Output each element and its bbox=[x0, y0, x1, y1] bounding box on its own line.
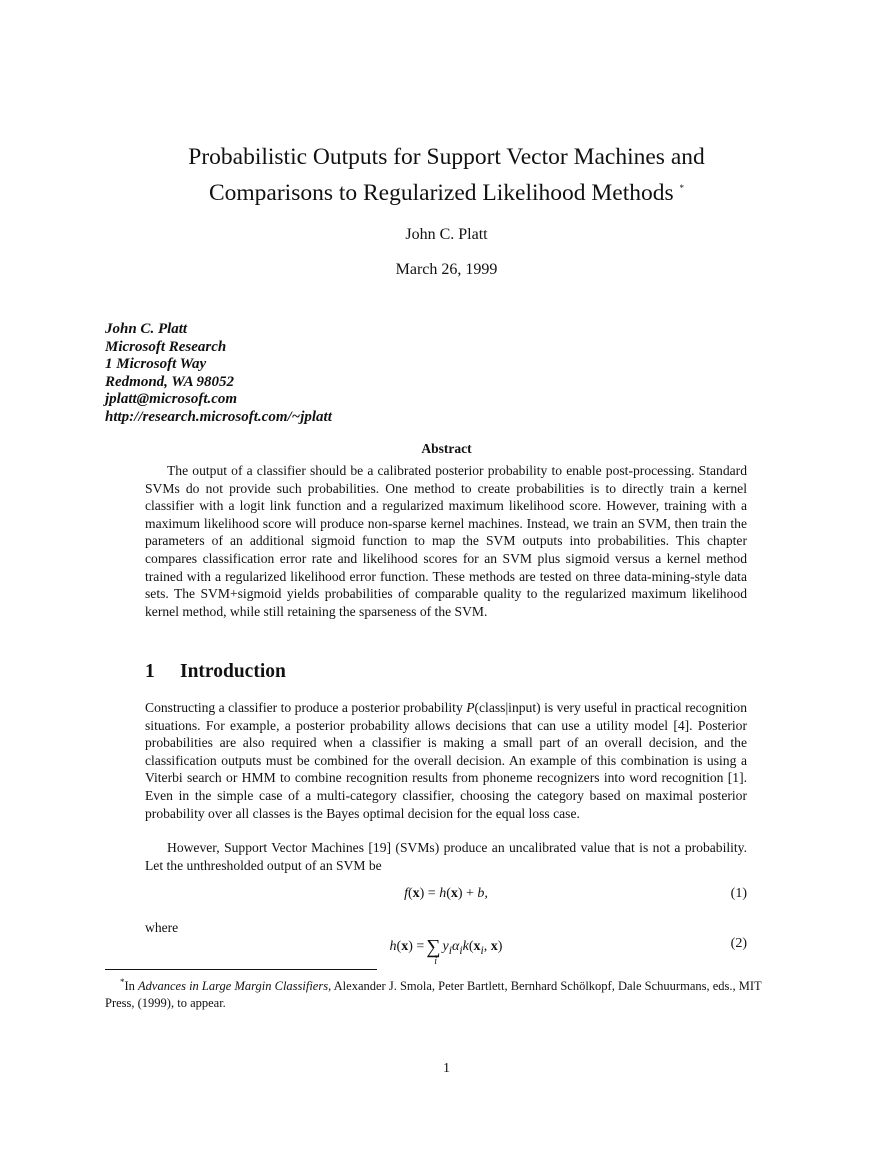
equation-1-body: f(x) = h(x) + b, bbox=[404, 886, 488, 901]
footnote-rule bbox=[105, 969, 377, 970]
section-title: Introduction bbox=[180, 661, 286, 682]
equation-1-number: (1) bbox=[730, 886, 747, 901]
intro-p1-rest: is very useful in practical recognition situations. For example, a posterior probability allows decisions that can use a utility model [4]. Posterior probabilities are also required when a classifier is making a small part of an overall decision, and the classification outputs must be combined for the overall decision. An example of this combination is using a Viterbi search or HMM to combine recognition results from phoneme recognizers into word recognition [1]. Even in the simple case of a multi-category classifier, choosing the category based on maximal posterior probability over all classes is the Bayes optimal decision for the equal loss case. bbox=[145, 700, 747, 821]
address-line: jplatt@microsoft.com bbox=[105, 391, 238, 408]
equation-1 bbox=[145, 886, 747, 908]
section-heading bbox=[145, 661, 286, 683]
author-address-block bbox=[105, 321, 332, 427]
sum-index: i bbox=[434, 956, 438, 967]
address-line: http://research.microsoft.com/~jplatt bbox=[105, 408, 332, 425]
paper-title bbox=[0, 142, 893, 209]
probability-symbol: P bbox=[466, 700, 475, 715]
footnote-mark: * bbox=[120, 977, 125, 987]
intro-paragraph-2: However, Support Vector Machines [19] (SVMs) produce an uncalibrated value that is not a probability. Let the unthresholded output of an SVM be bbox=[145, 840, 747, 873]
abstract-heading: Abstract bbox=[421, 441, 472, 456]
title-line-1: Probabilistic Outputs for Support Vector Machines and bbox=[188, 144, 705, 170]
title-footnote-mark: * bbox=[679, 183, 685, 193]
equation-2 bbox=[145, 936, 747, 967]
intro-p1-lead: Constructing a classifier to produce a posterior probability bbox=[145, 700, 463, 715]
paper-date: March 26, 1999 bbox=[395, 261, 498, 278]
section-number: 1 bbox=[145, 661, 155, 682]
author-name: John C. Platt bbox=[405, 226, 488, 243]
equation-2-body: h(x) = ∑ i $y_i\alpha_ik(x_i$, x) bbox=[389, 936, 503, 967]
address-line: John C. Platt bbox=[105, 321, 188, 337]
abstract-text: The output of a classifier should be a calibrated posterior probability to enable post-processing. Standard SVMs do not provide such probabilities. One method to create probabilities is to directly train a kernel classifier with a logit link function and a regularized maximum likelihood score. However, training with a maximum likelihood score will produce non-sparse kernel machines. Instead, we train an SVM, then train the parameters of an additional sigmoid function to map the SVM outputs into probabilities. This chapter compares classification error rate and likelihood scores for an SVM plus sigmoid versus a kernel method trained with a regularized likelihood error function. These methods are tested on three data-mining-style data sets. The SVM+sigmoid yields probabilities of comparable quality to the regularized maximum likelihood kernel method, while still retaining the sparseness of the SVM. bbox=[145, 463, 747, 619]
page-number: 1 bbox=[443, 1061, 450, 1076]
summation-symbol: ∑ i bbox=[426, 936, 441, 967]
footnote-rest: , Alexander J. Smola, Peter Bartlett, Bernhard Schölkopf, Dale Schuurmans, eds., MIT Press, (1999), to appear. bbox=[105, 979, 762, 1011]
intro-paragraph-1 bbox=[145, 699, 747, 822]
footnote-lead: In bbox=[124, 979, 139, 994]
equation-2-number: (2) bbox=[730, 936, 747, 951]
address-line: Redmond, WA 98052 bbox=[105, 373, 235, 390]
footnote bbox=[105, 974, 787, 1012]
address-line: 1 Microsoft Way bbox=[105, 356, 207, 373]
title-line-2 bbox=[0, 173, 893, 209]
address-line: Microsoft Research bbox=[105, 338, 227, 355]
where-label: where bbox=[145, 920, 179, 935]
footnote-book-title: Advances in Large Margin Classifiers bbox=[138, 979, 329, 994]
title-line-2-text: Comparisons to Regularized Likelihood Methods bbox=[208, 179, 674, 206]
probability-argument: (class|input) bbox=[474, 700, 541, 715]
